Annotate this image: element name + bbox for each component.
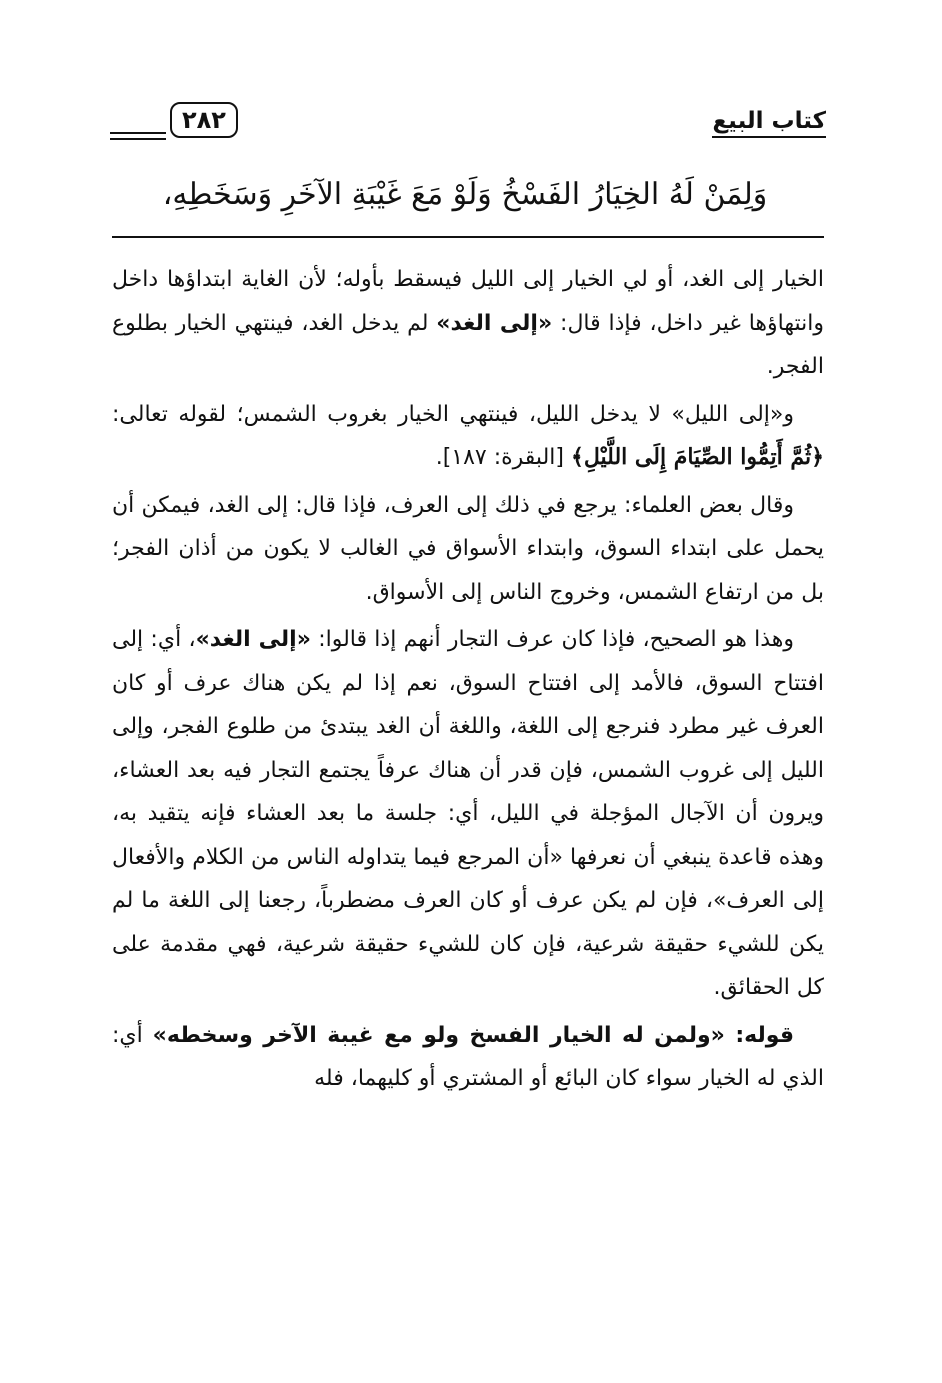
text: وهذا هو الصحيح، فإذا كان عرف التجار أنهم إذا قالوا: bbox=[310, 627, 794, 652]
bold-quote: «ولمن له الخيار الفسخ ولو مع غيبة الآخر وسخطه» bbox=[152, 1022, 725, 1048]
matn-text: وَلِمَنْ لَهُ الخِيَارُ الفَسْخُ وَلَوْ مَعَ غَيْبَةِ الآخَرِ وَسَخَطِهِ، bbox=[162, 177, 768, 212]
page-number-ornament bbox=[110, 100, 230, 150]
text: لم يدخل الغد، فينتهي الخيار بطلوع الفجر. bbox=[112, 310, 824, 379]
paragraph-4 bbox=[112, 618, 824, 1010]
paragraph-5 bbox=[112, 1014, 824, 1101]
verse-reference: [البقرة: ١٨٧]. bbox=[435, 445, 571, 470]
page-header bbox=[110, 100, 826, 160]
qawluhu-label: قوله: bbox=[724, 1022, 794, 1048]
commentary-body bbox=[112, 258, 824, 1105]
paragraph-2 bbox=[112, 393, 824, 480]
paragraph-3: وقال بعض العلماء: يرجع في ذلك إلى العرف، فإذا قال: إلى الغد، فيمكن أن يحمل على ابتداء السوق، وابتداء الأسواق في الغالب لا يكون من أذان الفجر؛ بل من ارتفاع الشمس، وخروج الناس إلى الأسواق. bbox=[112, 492, 824, 605]
divider-rule bbox=[112, 236, 824, 238]
ornament-lines bbox=[110, 132, 166, 144]
text: ، أي: إلى افتتاح السوق، فالأمد إلى افتتاح السوق، نعم إذا لم يكن هناك عرف أو كان العرف غير مطرد فنرجع إلى اللغة، واللغة أن الغد يبتدئ من طلوع الفجر، وإلى الليل إلى غروب الشمس، فإن قدر أن هناك عرفاً يجتمع التجار فيه بعد العشاء، ويرون أن الآجال المؤجلة في الليل، أي: جلسة ما بعد العشاء فإنه يتقيد به، وهذه قاعدة ينبغي أن نعرفها «أن المرجع فيما يتداوله الناس من الكلام والأفعال إلى العرف»، فإن لم يكن عرف أو كان العرف مضطرباً، رجعنا إلى اللغة ما لم يكن للشيء حقيقة شرعية، فإن كان للشيء حقيقة شرعية، فهي مقدمة على كل الحقائق. bbox=[112, 627, 824, 1000]
page-number: ٢٨٢ bbox=[170, 102, 238, 138]
bold-quote: «إلى الغد» bbox=[436, 310, 553, 336]
text: و«إلى الليل» لا يدخل الليل، فينتهي الخيار بغروب الشمس؛ لقوله تعالى: bbox=[112, 401, 794, 427]
text: الخيار إلى الغد، أو لي الخيار إلى الليل فيسقط بأوله؛ لأن الغاية ابتداؤها داخل وانتهاؤها غير داخل، فإذا قال: bbox=[112, 267, 824, 336]
book-title: كتاب البيع bbox=[712, 108, 826, 138]
text: أي: الذي له الخيار سواء كان البائع أو المشتري أو كليهما، فله bbox=[112, 1022, 824, 1091]
paragraph-1 bbox=[112, 258, 824, 389]
bold-quote: «إلى الغد» bbox=[195, 627, 311, 652]
quran-verse: ﴿ثُمَّ أَتِمُّوا الصِّيَامَ إِلَى اللَّيْلِ﴾ bbox=[570, 444, 824, 470]
